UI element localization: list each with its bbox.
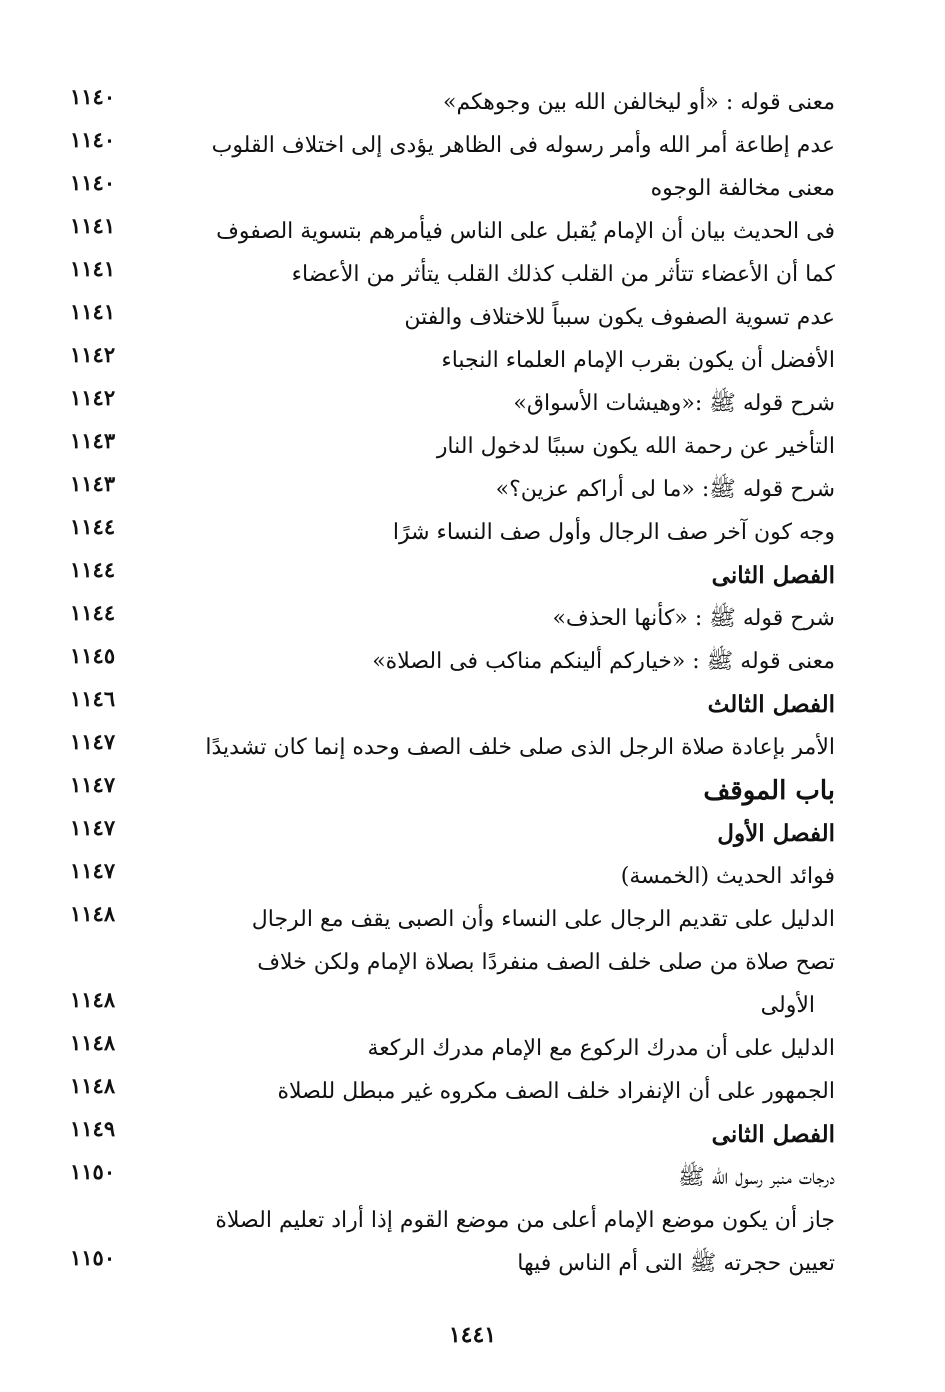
entry-text: التأخير عن رحمة الله يكون سببًا لدخول النار — [436, 434, 835, 459]
page-number-footer: ١٤٤١ — [448, 1322, 497, 1348]
entry-text: جاز أن يكون موضع الإمام أعلى من موضع القوم إذا أراد تعليم الصلاة — [215, 1208, 835, 1233]
page-reference: ١١٤٧ — [70, 772, 116, 797]
entry-text: تصح صلاة من صلى خلف الصف منفردًا بصلاة الإمام ولكن خلاف — [257, 950, 835, 975]
index-entry — [70, 82, 835, 125]
index-entry-continuation — [70, 985, 835, 1028]
entry-text: الدليل على تقديم الرجال على النساء وأن الصبى يقف مع الرجال — [251, 907, 835, 932]
page-reference: ١١٤٣ — [70, 428, 116, 453]
index-entry-section-heading — [70, 1114, 835, 1157]
entry-text: شرح قوله ﷺ: «ما لى أراكم عزين؟» — [495, 477, 835, 502]
section-heading: الفصل الثانى — [711, 1121, 835, 1148]
section-heading: الفصل الثانى — [711, 562, 835, 589]
index-entry — [70, 641, 835, 684]
section-heading: الفصل الثالث — [707, 691, 835, 718]
index-entry — [70, 856, 835, 899]
index-entry — [70, 254, 835, 297]
index-entry — [70, 1200, 835, 1243]
entry-text: الأفضل أن يكون بقرب الإمام العلماء النجباء — [441, 348, 835, 373]
page-reference: ١١٤٨ — [70, 1030, 116, 1055]
page-reference: ١١٤١ — [70, 256, 116, 281]
entry-text: فوائد الحديث (الخمسة) — [620, 864, 835, 889]
entry-text: الجمهور على أن الإنفراد خلف الصف مكروه غير مبطل للصلاة — [277, 1079, 835, 1104]
entry-text: الدليل على أن مدرك الركوع مع الإمام مدرك الركعة — [367, 1036, 835, 1061]
page-reference: ١١٤١ — [70, 299, 116, 324]
entry-text: معنى قوله ﷺ : «خياركم ألينكم مناكب فى الصلاة» — [372, 649, 835, 674]
page-reference: ١١٤٨ — [70, 901, 116, 926]
page-reference: ١١٤٦ — [70, 686, 116, 711]
entry-text: الأمر بإعادة صلاة الرجل الذى صلى خلف الصف وحده إنما كان تشديدًا — [205, 735, 835, 760]
page-reference: ١١٤٠ — [70, 84, 116, 109]
page-reference: ١١٤٧ — [70, 858, 116, 883]
entry-text: شرح قوله ﷺ :«وهيشات الأسواق» — [513, 391, 835, 416]
page-reference: ١١٤٨ — [70, 987, 116, 1012]
entry-text: عدم إطاعة أمر الله وأمر رسوله فى الظاهر يؤدى إلى اختلاف القلوب — [211, 133, 835, 158]
page-reference: ١١٤٤ — [70, 514, 116, 539]
entry-text: وجه كون آخر صف الرجال وأول صف النساء شرًا — [392, 520, 835, 545]
index-entry — [70, 469, 835, 512]
page-reference: ١١٤٥ — [70, 643, 116, 668]
entry-text: تعيين حجرته ﷺ التى أم الناس فيها — [517, 1251, 835, 1276]
index-entry — [70, 340, 835, 383]
page-reference: ١١٤٠ — [70, 127, 116, 152]
index-entry-section-heading — [70, 555, 835, 598]
chapter-heading: باب الموقف — [703, 776, 835, 806]
page-reference: ١١٤٢ — [70, 342, 116, 367]
page-reference: ١١٤٢ — [70, 385, 116, 410]
index-entry — [70, 168, 835, 211]
index-entry — [70, 1157, 835, 1200]
page-reference: ١١٤٧ — [70, 815, 116, 840]
entry-text: الأولى — [760, 993, 815, 1018]
page-reference: ١١٥٠ — [70, 1245, 116, 1270]
page-reference: ١١٤٩ — [70, 1116, 116, 1141]
index-entry — [70, 727, 835, 770]
page-reference: ١١٤٠ — [70, 170, 116, 195]
index-entry — [70, 383, 835, 426]
index-entry — [70, 1071, 835, 1114]
page-reference: ١١٤٧ — [70, 729, 116, 754]
index-entry — [70, 512, 835, 555]
index-entry — [70, 899, 835, 942]
page-reference: ١١٥٠ — [70, 1159, 116, 1184]
index-entry — [70, 426, 835, 469]
page-reference: ١١٤١ — [70, 213, 116, 238]
page-reference: ١١٤٤ — [70, 600, 116, 625]
index-entry-chapter-heading — [70, 770, 835, 813]
entry-text: درجات منبر رسول الله ﷺ — [678, 1165, 835, 1190]
index-entry-section-heading — [70, 684, 835, 727]
index-entry-section-heading — [70, 813, 835, 856]
index-entry — [70, 942, 835, 985]
entry-text: معنى مخالفة الوجوه — [650, 176, 835, 201]
entry-text: فى الحديث بيان أن الإمام يُقبل على الناس فيأمرهم بتسوية الصفوف — [216, 219, 835, 244]
entry-text: عدم تسوية الصفوف يكون سبباً للاختلاف والفتن — [404, 305, 835, 330]
index-entry — [70, 1243, 835, 1286]
entry-text: معنى قوله : «أو ليخالفن الله بين وجوهكم» — [443, 90, 835, 115]
entry-text: شرح قوله ﷺ : «كأنها الحذف» — [552, 606, 835, 631]
page-reference: ١١٤٣ — [70, 471, 116, 496]
index-entry — [70, 211, 835, 254]
index-entry — [70, 1028, 835, 1071]
section-heading: الفصل الأول — [717, 820, 835, 847]
entry-text: كما أن الأعضاء تتأثر من القلب كذلك القلب يتأثر من الأعضاء — [291, 262, 835, 287]
index-entry — [70, 125, 835, 168]
page-reference: ١١٤٤ — [70, 557, 116, 582]
index-entry — [70, 598, 835, 641]
index-entry — [70, 297, 835, 340]
page-reference: ١١٤٨ — [70, 1073, 116, 1098]
